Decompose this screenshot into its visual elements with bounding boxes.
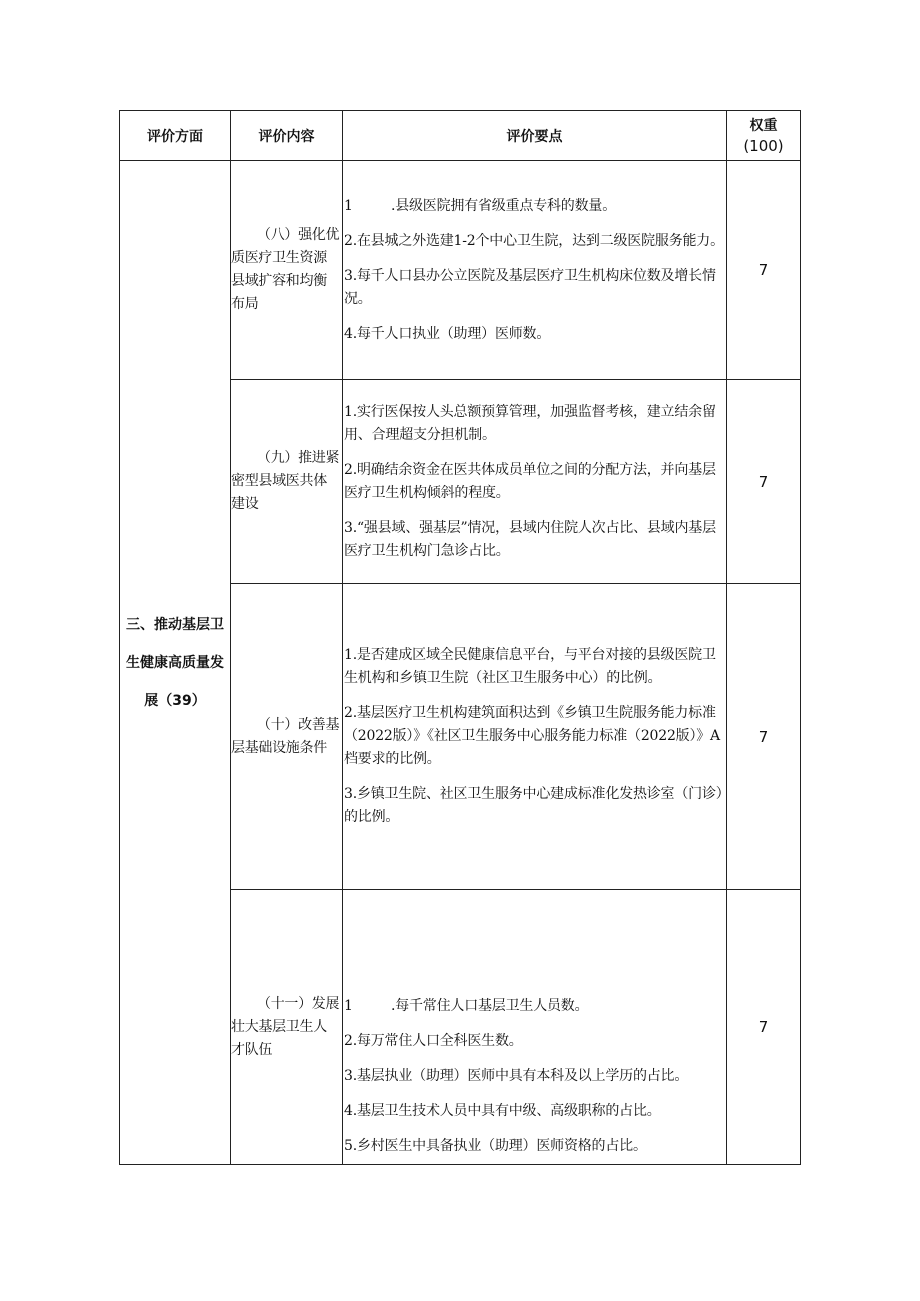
- point-item: 1.实行医保按人头总额预算管理，加强监督考核，建立结余留用、合理超支分担机制。: [344, 403, 716, 443]
- content-line: （九）推进紧: [257, 450, 340, 466]
- header-weight: [727, 111, 801, 161]
- content-line: （十）改善基: [257, 716, 340, 733]
- points-cell: [343, 380, 727, 584]
- aspect-line: 展（39）: [144, 692, 206, 709]
- point-item: 5.乡村医生中具备执业（助理）医师资格的占比。: [344, 1138, 647, 1154]
- weight-cell: 7: [727, 890, 801, 1165]
- weight-cell: 7: [727, 161, 801, 380]
- content-line: 质医疗卫生资源: [231, 250, 327, 266]
- aspect-cell: [120, 161, 231, 1165]
- header-points: 评价要点: [343, 111, 727, 161]
- point-item: 1 .每千常住人口基层卫生人员数。: [344, 998, 589, 1014]
- point-item: 2.每万常住人口全科医生数。: [344, 1033, 523, 1049]
- aspect-line: 三、推动基层卫: [126, 616, 224, 633]
- evaluation-table: [119, 110, 801, 1165]
- point-item: 3.乡镇卫生院、社区卫生服务中心建成标准化发热诊室（门诊）的比例。: [344, 786, 723, 825]
- content-line: 壮大基层卫生人: [231, 1018, 327, 1035]
- table-row: [120, 161, 801, 380]
- point-item: 3.基层执业（助理）医师中具有本科及以上学历的占比。: [344, 1068, 689, 1084]
- header-weight-total: (100): [743, 136, 784, 155]
- content-cell: [231, 161, 343, 380]
- content-line: 才队伍: [231, 1041, 273, 1058]
- point-item: 4.每千人口执业（助理）医师数。: [344, 325, 551, 342]
- header-content: 评价内容: [231, 111, 343, 161]
- point-item: 3.“强县域、强基层”情况，县域内住院人次占比、县域内基层医疗卫生机构门急诊占比。: [344, 519, 716, 559]
- point-item: 1 .县级医院拥有省级重点专科的数量。: [344, 197, 617, 214]
- content-line: 建设: [231, 496, 259, 512]
- point-item: 2.在县城之外选建1-2个中心卫生院，达到二级医院服务能力。: [344, 232, 724, 249]
- aspect-line: 生健康高质量发: [126, 654, 224, 671]
- points-cell: [343, 161, 727, 380]
- point-item: 4.基层卫生技术人员中具有中级、高级职称的占比。: [344, 1103, 661, 1119]
- content-line: 密型县域医共体: [231, 473, 327, 489]
- content-cell: [231, 890, 343, 1165]
- point-item: 2.明确结余资金在医共体成员单位之间的分配方法，并向基层医疗卫生机构倾斜的程度。: [344, 461, 716, 501]
- content-line: 布局: [231, 296, 259, 312]
- content-line: （八）强化优: [257, 227, 340, 243]
- content-cell: [231, 584, 343, 890]
- table-header-row: [120, 111, 801, 161]
- weight-cell: 7: [727, 380, 801, 584]
- points-cell: [343, 584, 727, 890]
- point-item: 3.每千人口县办公立医院及基层医疗卫生机构床位数及增长情况。: [344, 267, 716, 307]
- content-line: 层基础设施条件: [231, 739, 327, 756]
- points-cell: [343, 890, 727, 1165]
- point-item: 1.是否建成区域全民健康信息平台，与平台对接的县级医院卫生机构和乡镇卫生院（社区卫生服务中心）的比例。: [344, 647, 716, 686]
- content-line: 县域扩容和均衡: [231, 273, 327, 289]
- header-weight-label: 权重: [749, 117, 778, 134]
- weight-cell: 7: [727, 584, 801, 890]
- content-line: （十一）发展: [257, 995, 340, 1012]
- header-aspect: 评价方面: [120, 111, 231, 161]
- point-item: 2.基层医疗卫生机构建筑面积达到《乡镇卫生院服务能力标准（2022版）》《社区卫生服务中心服务能力标准（2022版）》A档要求的比例。: [344, 705, 720, 767]
- content-cell: [231, 380, 343, 584]
